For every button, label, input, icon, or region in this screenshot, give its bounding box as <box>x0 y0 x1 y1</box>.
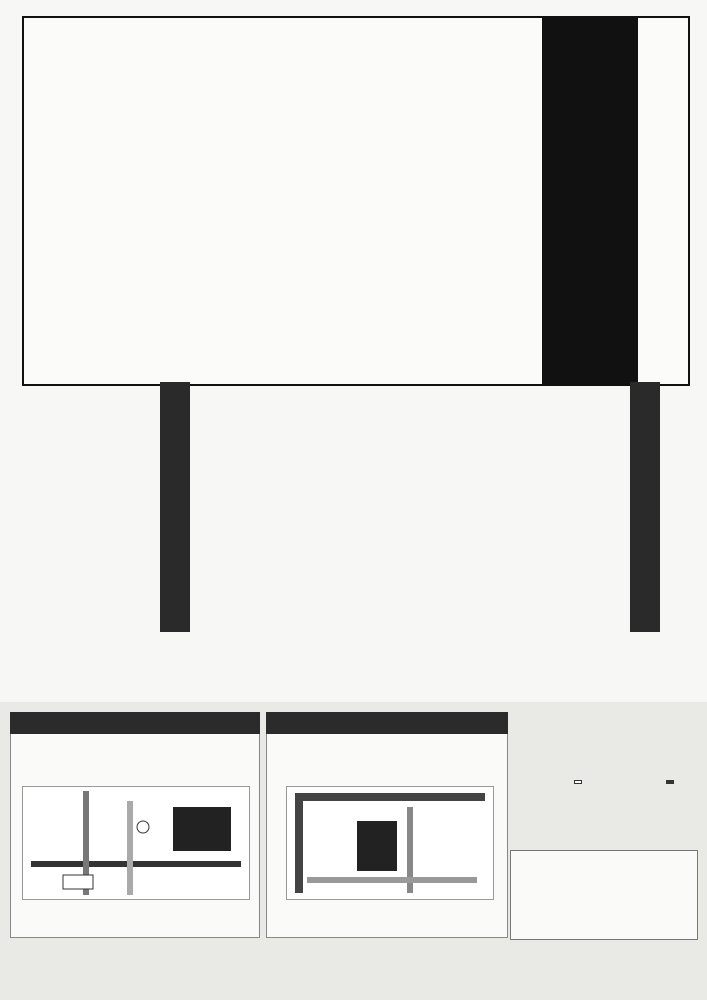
osaka-map <box>22 786 250 900</box>
title-band <box>542 18 638 384</box>
tokyo-map <box>286 786 494 900</box>
tokyo-map-drawing <box>287 787 493 899</box>
search-button[interactable] <box>666 780 674 784</box>
imose-band <box>160 382 190 632</box>
osaka-header <box>10 712 260 734</box>
tokyo-header <box>266 712 508 734</box>
osaka-map-drawing <box>23 787 249 899</box>
playguide-box <box>510 850 698 940</box>
intro-panel <box>22 16 690 386</box>
cast-panel <box>22 378 686 700</box>
yoshitsune-band <box>630 382 660 632</box>
internet-site-box[interactable] <box>574 780 582 784</box>
